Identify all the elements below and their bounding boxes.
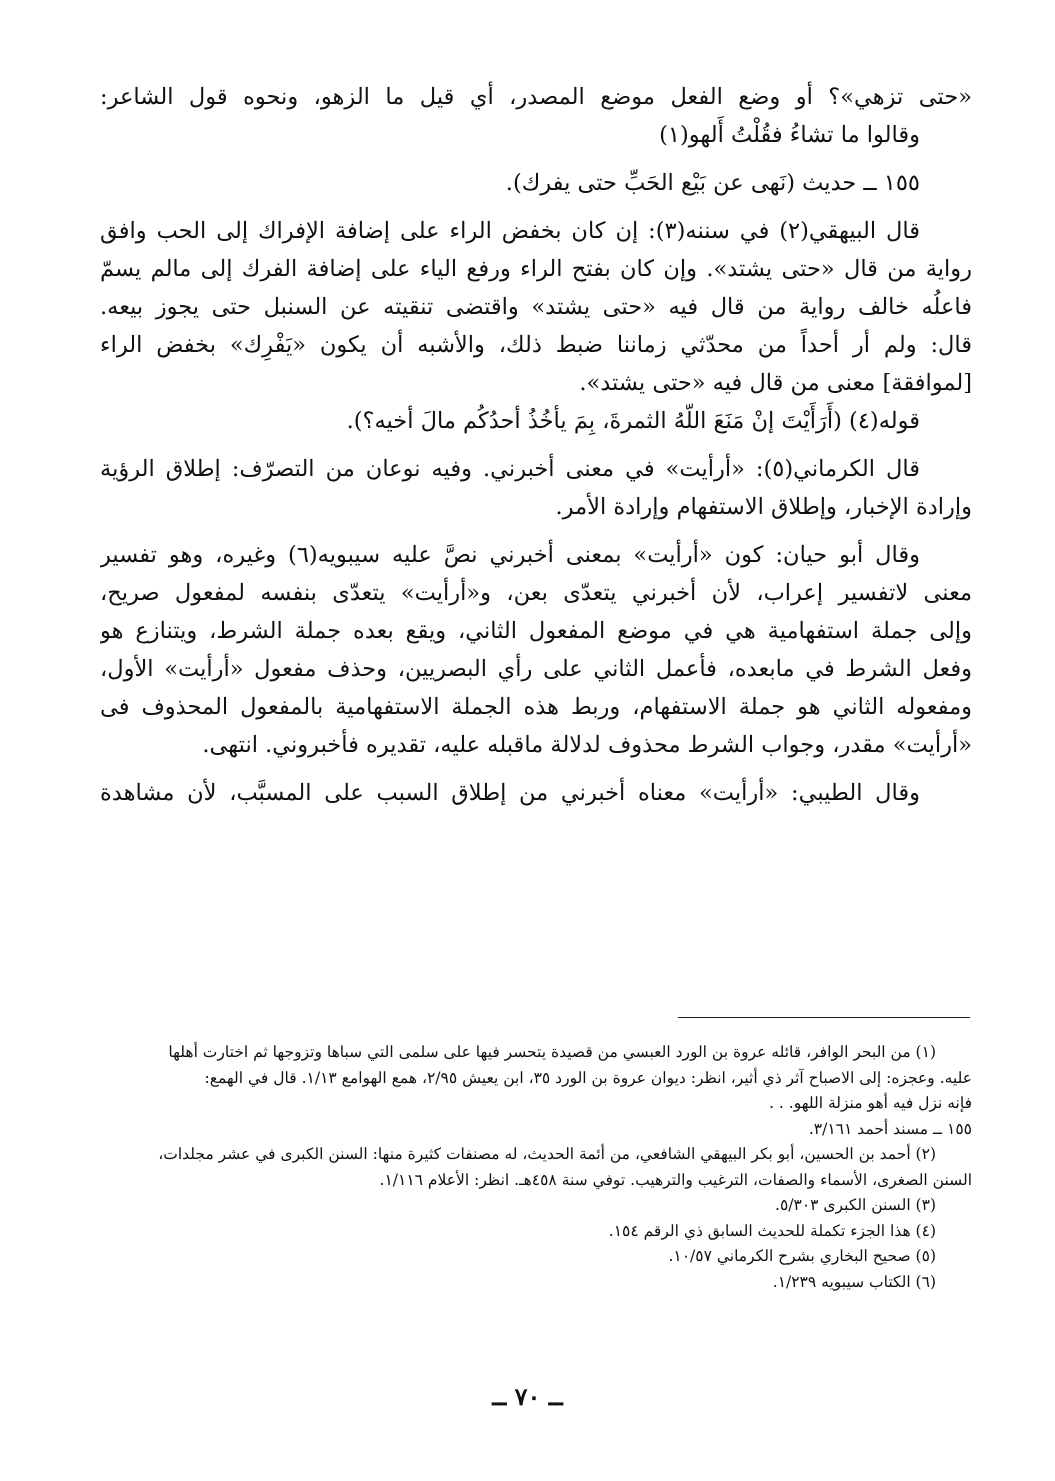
paragraph-gap [100,764,972,774]
footnote-line: (٦) الكتاب سيبويه ١/٢٣٩. [772,1272,936,1291]
body-line: فاعلُه خالف رواية من قال فيه «حتى يشتد» واقتضى تنقيته عن السنبل حتى يجوز بيعه. [100,294,972,320]
paragraph-gap [100,202,972,212]
footnote-line: (٣) السنن الكبرى ٥/٣٠٣. [775,1196,936,1214]
footnote-separator [678,1017,970,1018]
body-line: وقال أبو حيان: كون «أرأيت» بمعنى أخبرني نصَّ عليه سيبويه(٦) وغيره، وهو تفسير [100,542,920,568]
footnote-line: فإنه نزل فيه أهو منزلة اللهو. . . [769,1094,972,1112]
footnote-line: ١٥٥ ــ مسند أحمد ٣/١٦١. [808,1119,972,1138]
paragraph-gap [100,440,972,450]
body-line: «أرأيت» مقدر، وجواب الشرط محذوف لدلالة ماقبله عليه، تقديره فأخبروني. انتهى. [202,732,972,758]
footnote-line: (١) من البحر الوافر، قائله عروة بن الورد العبسي من قصيدة يتحسر فيها على سلمى التي سباها وتزوجها ثم اختارت أهلها [168,1043,936,1061]
paragraph-gap [100,526,972,536]
body-line: وإلى جملة استفهامية هي في موضع المفعول الثاني، ويقع بعده جملة الشرط، ويتنازع هو [100,618,972,644]
body-line: قوله(٤) (أَرَأَيْتَ إنْ مَنَعَ اللّهُ الثمرةَ، بِمَ يأخُذُ أحدُكُم مالَ أخيه؟). [346,408,920,434]
footnote-line: السنن الصغرى، الأسماء والصفات، الترغيب والترهيب. توفي سنة ٤٥٨هـ. انظر: الأعلام ١/١١٦. [379,1170,972,1189]
body-line: وإرادة الإخبار، وإطلاق الاستفهام وإرادة الأمر. [555,494,972,520]
body-line: قال: ولم أر أحداً من محدّثي زماننا ضبط ذلك، والأشبه أن يكون «يَفْرِك» بخفض الراء [100,332,972,358]
footnote-line: (٥) صحيح البخاري بشرح الكرماني ١٠/٥٧. [668,1247,936,1265]
body-line: ومفعوله الثاني هو جملة الاستفهام، وربط هذه الجملة الاستفهامية بالمفعول المحذوف فى [100,694,972,720]
body-line: قال الكرماني(٥): «أرأيت» في معنى أخبرني. وفيه نوعان من التصرّف: إطلاق الرؤية [100,456,920,482]
body-line: وقال الطيبي: «أرأيت» معناه أخبرني من إطلاق السبب على المسبَّب، لأن مشاهدة [100,780,920,806]
footnotes [100,1040,972,1295]
body-line: «حتى تزهي»؟ أو وضع الفعل موضع المصدر، أي قيل ما الزهو، ونحوه قول الشاعر: [100,84,972,110]
body-line: وقالوا ما تشاءُ فقُلْتُ أَلهو(١) [659,122,920,148]
body-line: معنى لاتفسير إعراب، لأن أخبرني يتعدّى بعن، و«أرأيت» يتعدّى بنفسه لمفعول صريح، [100,580,972,606]
footnote-line: عليه. وعجزه: إلى الاصباح آثر ذي أثير، انظر: ديوان عروة بن الورد ٣٥، ابن يعيش ٢/٩٥، همع الهوامع ١/١٣. قال في الهمع: [204,1068,972,1087]
main-text [100,78,972,812]
paragraph-gap [100,154,972,164]
footnote-line: (٢) أحمد بن الحسين، أبو بكر البيهقي الشافعي، من أئمة الحديث، له مصنفات كثيرة منها: السنن الكبرى في عشر مجلدات، [158,1145,936,1163]
body-line: وفعل الشرط في مابعده، فأعمل الثاني على رأي البصريين، وحذف مفعول «أرأيت» الأول، [100,656,972,682]
body-line: ١٥٥ ــ حديث (نَهى عن بَيْع الحَبِّ حتى يفرك). [505,170,920,196]
body-line: [لموافقة] معنى من قال فيه «حتى يشتد». [579,370,972,396]
body-line: قال البيهقي(٢) في سننه(٣): إن كان بخفض الراء على إضافة الإفراك إلى الحب وافق [100,218,920,244]
body-line: رواية من قال «حتى يشتد». وإن كان بفتح الراء ورفع الياء على إضافة الفرك إلى مالم يسمّ [100,256,972,282]
footnote-line: (٤) هذا الجزء تكملة للحديث السابق ذي الرقم ١٥٤. [608,1221,936,1240]
page-number: ــ ٧٠ ــ [492,1382,563,1411]
